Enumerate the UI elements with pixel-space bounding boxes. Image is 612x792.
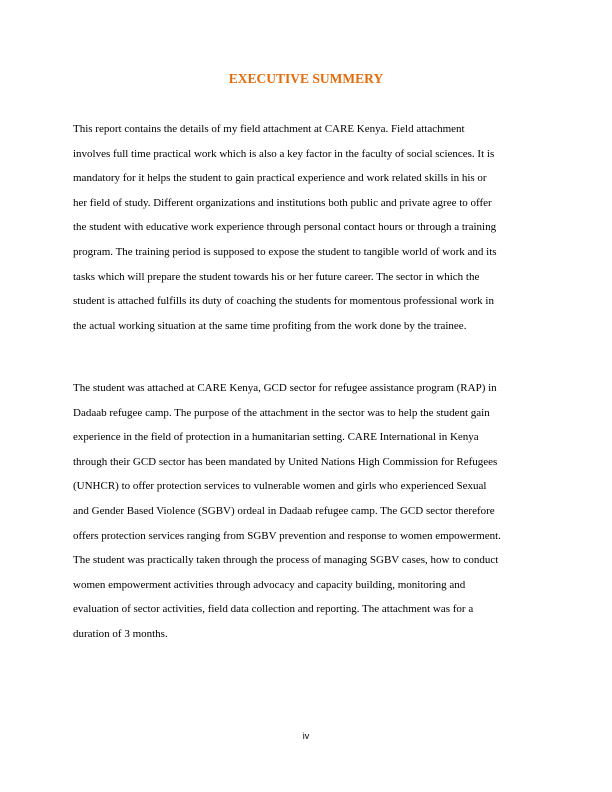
text-line: tasks which will prepare the student towards his or her future career. The sector in which the [73, 270, 480, 283]
text-line: experience in the field of protection in a humanitarian setting. CARE International in Kenya [73, 431, 479, 444]
text-line: student is attached fulfills its duty of coaching the students for momentous professional work in [73, 295, 494, 308]
text-line: women empowerment activities through advocacy and capacity building, monitoring and [73, 578, 466, 591]
text-line: the actual working situation at the same time profiting from the work done by the trainee. [73, 319, 467, 332]
text-line: evaluation of sector activities, field data collection and reporting. The attachment was for a [73, 603, 474, 616]
text-line: through their GCD sector has been mandated by United Nations High Commission for Refugees [73, 455, 498, 468]
text-line: the student with educative work experience through personal contact hours or through a training [73, 221, 497, 234]
paragraph-1 [73, 121, 553, 342]
text-line: involves full time practical work which is also a key factor in the faculty of social sciences. It is [73, 147, 495, 160]
page-number: iv [302, 731, 310, 741]
text-line: offers protection services ranging from SGBV prevention and response to women empowerment. [73, 529, 501, 542]
text-line: (UNHCR) to offer protection services to vulnerable women and girls who experienced Sexual [73, 480, 487, 493]
text-line: Dadaab refugee camp. The purpose of the attachment in the sector was to help the student gain [73, 406, 490, 419]
text-line: The student was attached at CARE Kenya, GCD sector for refugee assistance program (RAP) in [73, 382, 497, 394]
text-line: mandatory for it helps the student to gain practical experience and work related skills in his or [73, 172, 487, 185]
text-line: The student was practically taken through the process of managing SGBV cases, how to conduct [73, 554, 499, 567]
text-line: and Gender Based Violence (SGBV) ordeal in Dadaab refugee camp. The GCD sector therefore [73, 504, 495, 517]
text-line: This report contains the details of my field attachment at CARE Kenya. Field attachment [73, 123, 465, 135]
text-line: duration of 3 months. [73, 627, 168, 640]
text-line: program. The training period is supposed to expose the student to tangible world of work and its [73, 245, 497, 258]
paragraph-2 [73, 380, 553, 651]
text-line: her field of study. Different organizations and institutions both public and private agree to offer [73, 196, 492, 209]
page-title: EXECUTIVE SUMMERY [228, 71, 384, 86]
